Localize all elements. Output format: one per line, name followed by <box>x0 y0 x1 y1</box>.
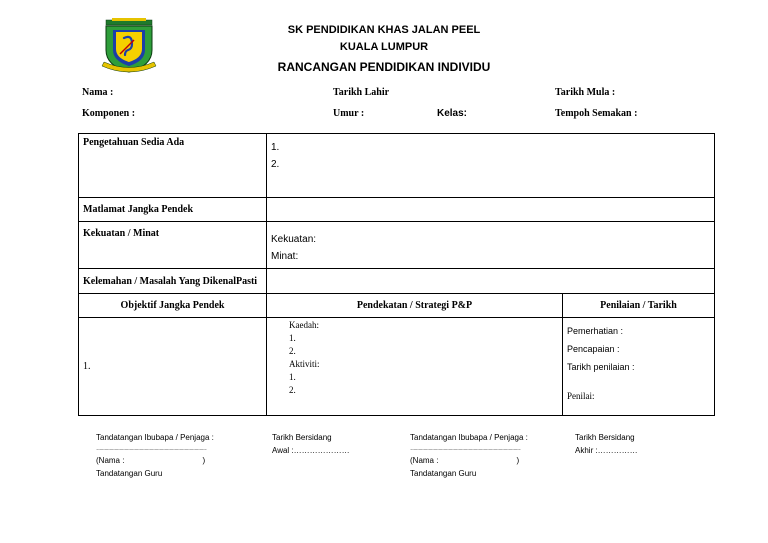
parent-name-field-2[interactable]: (Nama : ) <box>410 456 520 465</box>
col-pendekatan-header: Pendekatan / Strategi P&P <box>267 294 563 318</box>
meeting-start-field[interactable]: Awal :………………… <box>272 446 350 455</box>
umur-label: Umur : <box>333 108 365 119</box>
col-penilaian-header: Penilaian / Tarikh <box>563 294 715 318</box>
column-header-row <box>79 294 715 318</box>
parent-name-field[interactable]: (Nama : ) <box>96 456 206 465</box>
tempoh-semakan-label: Tempoh Semakan : <box>555 108 638 119</box>
kekuatan-row <box>79 222 715 269</box>
objektif-field[interactable]: 1. <box>79 318 267 416</box>
school-city: KUALA LUMPUR <box>339 41 429 53</box>
nama-field-label: Nama : <box>82 87 114 98</box>
tarikh-mula-label: Tarikh Mula : <box>555 87 616 98</box>
footer-right-signature <box>410 431 528 480</box>
parent-signature-line[interactable]: ………………………………………………………… <box>96 446 206 452</box>
matlamat-row <box>79 198 715 222</box>
pengetahuan-label: Pengetahuan Sedia Ada <box>79 134 267 198</box>
teacher-signature-label: Tandatangan Guru <box>96 469 163 478</box>
meeting-end-field[interactable]: Akhir :…………… <box>575 446 638 455</box>
parent-signature-line-2[interactable]: ………………………………………………………… <box>410 446 520 452</box>
komponen-label: Komponen : <box>82 108 136 119</box>
meeting-date-label: Tarikh Bersidang <box>272 433 332 442</box>
kekuatan-field[interactable]: Kekuatan: Minat: <box>267 222 715 269</box>
kelas-label: Kelas: <box>437 108 468 119</box>
parent-signature-label-2: Tandatangan Ibubapa / Penjaga : <box>410 433 528 442</box>
tarikh-lahir-label: Tarikh Lahir <box>333 87 390 98</box>
pengetahuan-field[interactable]: 1. 2. <box>267 134 715 198</box>
footer-left-signature <box>96 431 214 480</box>
matlamat-label: Matlamat Jangka Pendek <box>79 198 267 222</box>
parent-signature-label: Tandatangan Ibubapa / Penjaga : <box>96 433 214 442</box>
meeting-date-label-2: Tarikh Bersidang <box>575 433 635 442</box>
pengetahuan-row <box>79 134 715 198</box>
kelemahan-field[interactable] <box>267 269 715 294</box>
pendekatan-field[interactable]: Kaedah: 1. 2. Aktiviti: 1. 2. <box>267 318 563 416</box>
penilaian-field[interactable]: Pemerhatian : Pencapaian : Tarikh penilaian : Penilai: <box>563 318 715 416</box>
rpi-form-table <box>78 133 715 416</box>
school-name: SK PENDIDIKAN KHAS JALAN PEEL <box>287 24 481 36</box>
detail-row <box>79 318 715 416</box>
kelemahan-row <box>79 269 715 294</box>
page-title: RANCANGAN PENDIDIKAN INDIVIDU <box>277 60 491 74</box>
kekuatan-label: Kekuatan / Minat <box>79 222 267 269</box>
footer-meeting-start <box>272 431 350 457</box>
col-objektif-header: Objektif Jangka Pendek <box>79 294 267 318</box>
matlamat-field[interactable] <box>267 198 715 222</box>
footer-meeting-end <box>575 431 638 457</box>
teacher-signature-label-2: Tandatangan Guru <box>410 469 477 478</box>
kelemahan-label: Kelemahan / Masalah Yang DikenalPasti <box>79 269 267 294</box>
